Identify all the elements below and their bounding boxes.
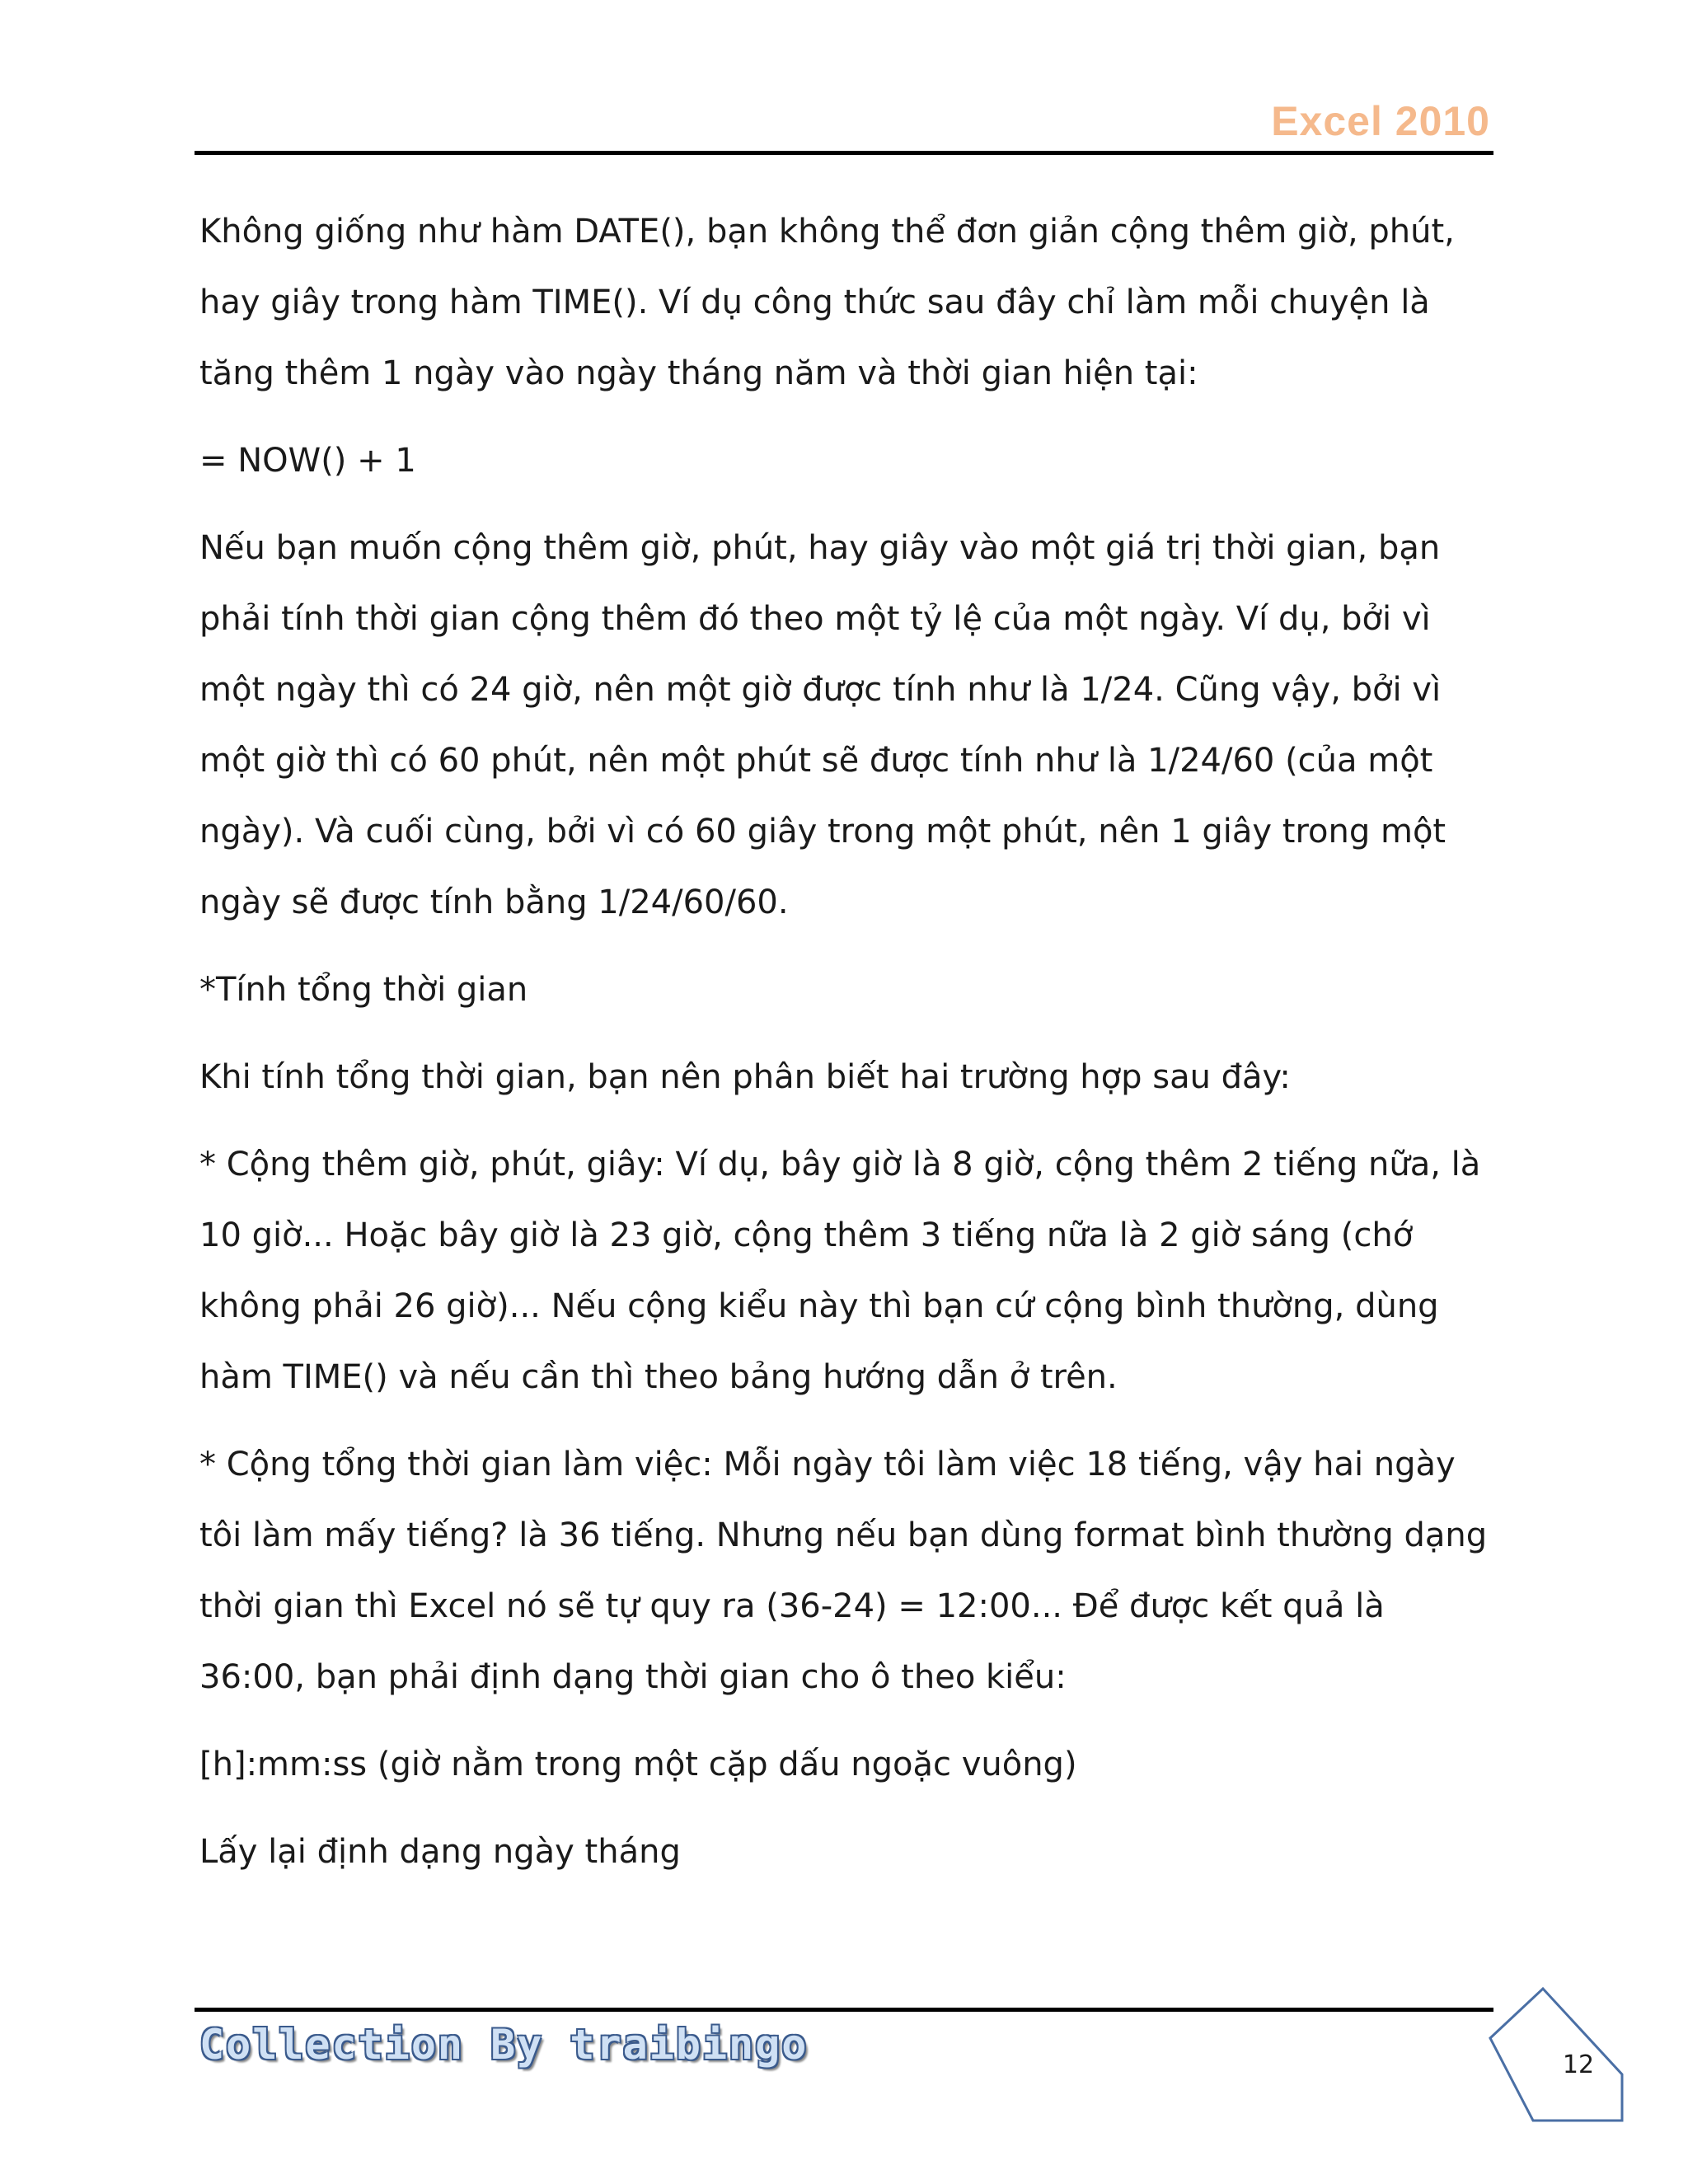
document-body bbox=[199, 196, 1493, 1904]
paragraph-4: * Cộng thêm giờ, phút, giây: Ví dụ, bây giờ là 8 giờ, cộng thêm 2 tiếng nữa, là 10 giờ... Hoặc bây giờ là 23 giờ, cộng thêm 3 tiếng nữa là 2 giờ sáng (chớ không phải 26 giờ)... Nếu cộng kiểu này thì bạn cứ cộng bình thường, dùng hàm TIME() và nếu cần thì theo bảng hướng dẫn ở trên. bbox=[199, 1146, 1481, 1396]
footer-credit: Collection By traibingo bbox=[199, 2021, 809, 2069]
header-rule bbox=[195, 151, 1493, 155]
section-heading: *Tính tổng thời gian bbox=[199, 971, 528, 1009]
paragraph-5: * Cộng tổng thời gian làm việc: Mỗi ngày tôi làm việc 18 tiếng, vậy hai ngày tôi làm mấy tiếng? là 36 tiếng. Nhưng nếu bạn dùng format bình thường dạng thời gian thì Excel nó sẽ tự quy ra (36-24) = 12:00... Để được kết quả là 36:00, bạn phải định dạng thời gian cho ô theo kiểu: bbox=[199, 1446, 1488, 1696]
paragraph-format: [h]:mm:ss (giờ nằm trong một cặp dấu ngoặc vuông) bbox=[199, 1746, 1077, 1783]
footer-rule bbox=[195, 2008, 1493, 2012]
paragraph-formula: = NOW() + 1 bbox=[199, 442, 416, 480]
paragraph-1: Không giống như hàm DATE(), bạn không thể đơn giản cộng thêm giờ, phút, hay giây trong hàm TIME(). Ví dụ công thức sau đây chỉ làm mỗi chuyện là tăng thêm 1 ngày vào ngày tháng năm và thời gian hiện tại: bbox=[199, 213, 1455, 392]
page-number: 12 bbox=[1562, 2050, 1595, 2079]
paragraph-3: Khi tính tổng thời gian, bạn nên phân biết hai trường hợp sau đây: bbox=[199, 1058, 1291, 1096]
header-title: Excel 2010 bbox=[1271, 98, 1490, 144]
paragraph-2: Nếu bạn muốn cộng thêm giờ, phút, hay giây vào một giá trị thời gian, bạn phải tính thời gian cộng thêm đó theo một tỷ lệ của một ngày. Ví dụ, bởi vì một ngày thì có 24 giờ, nên một giờ được tính như là 1/24. Cũng vậy, bởi vì một giờ thì có 60 phút, nên một phút sẽ được tính như là 1/24/60 (của một ngày). Và cuối cùng, bởi vì có 60 giây trong một phút, nên 1 giây trong một ngày sẽ được tính bằng 1/24/60/60. bbox=[199, 529, 1447, 921]
paragraph-6: Lấy lại định dạng ngày tháng bbox=[199, 1833, 681, 1871]
